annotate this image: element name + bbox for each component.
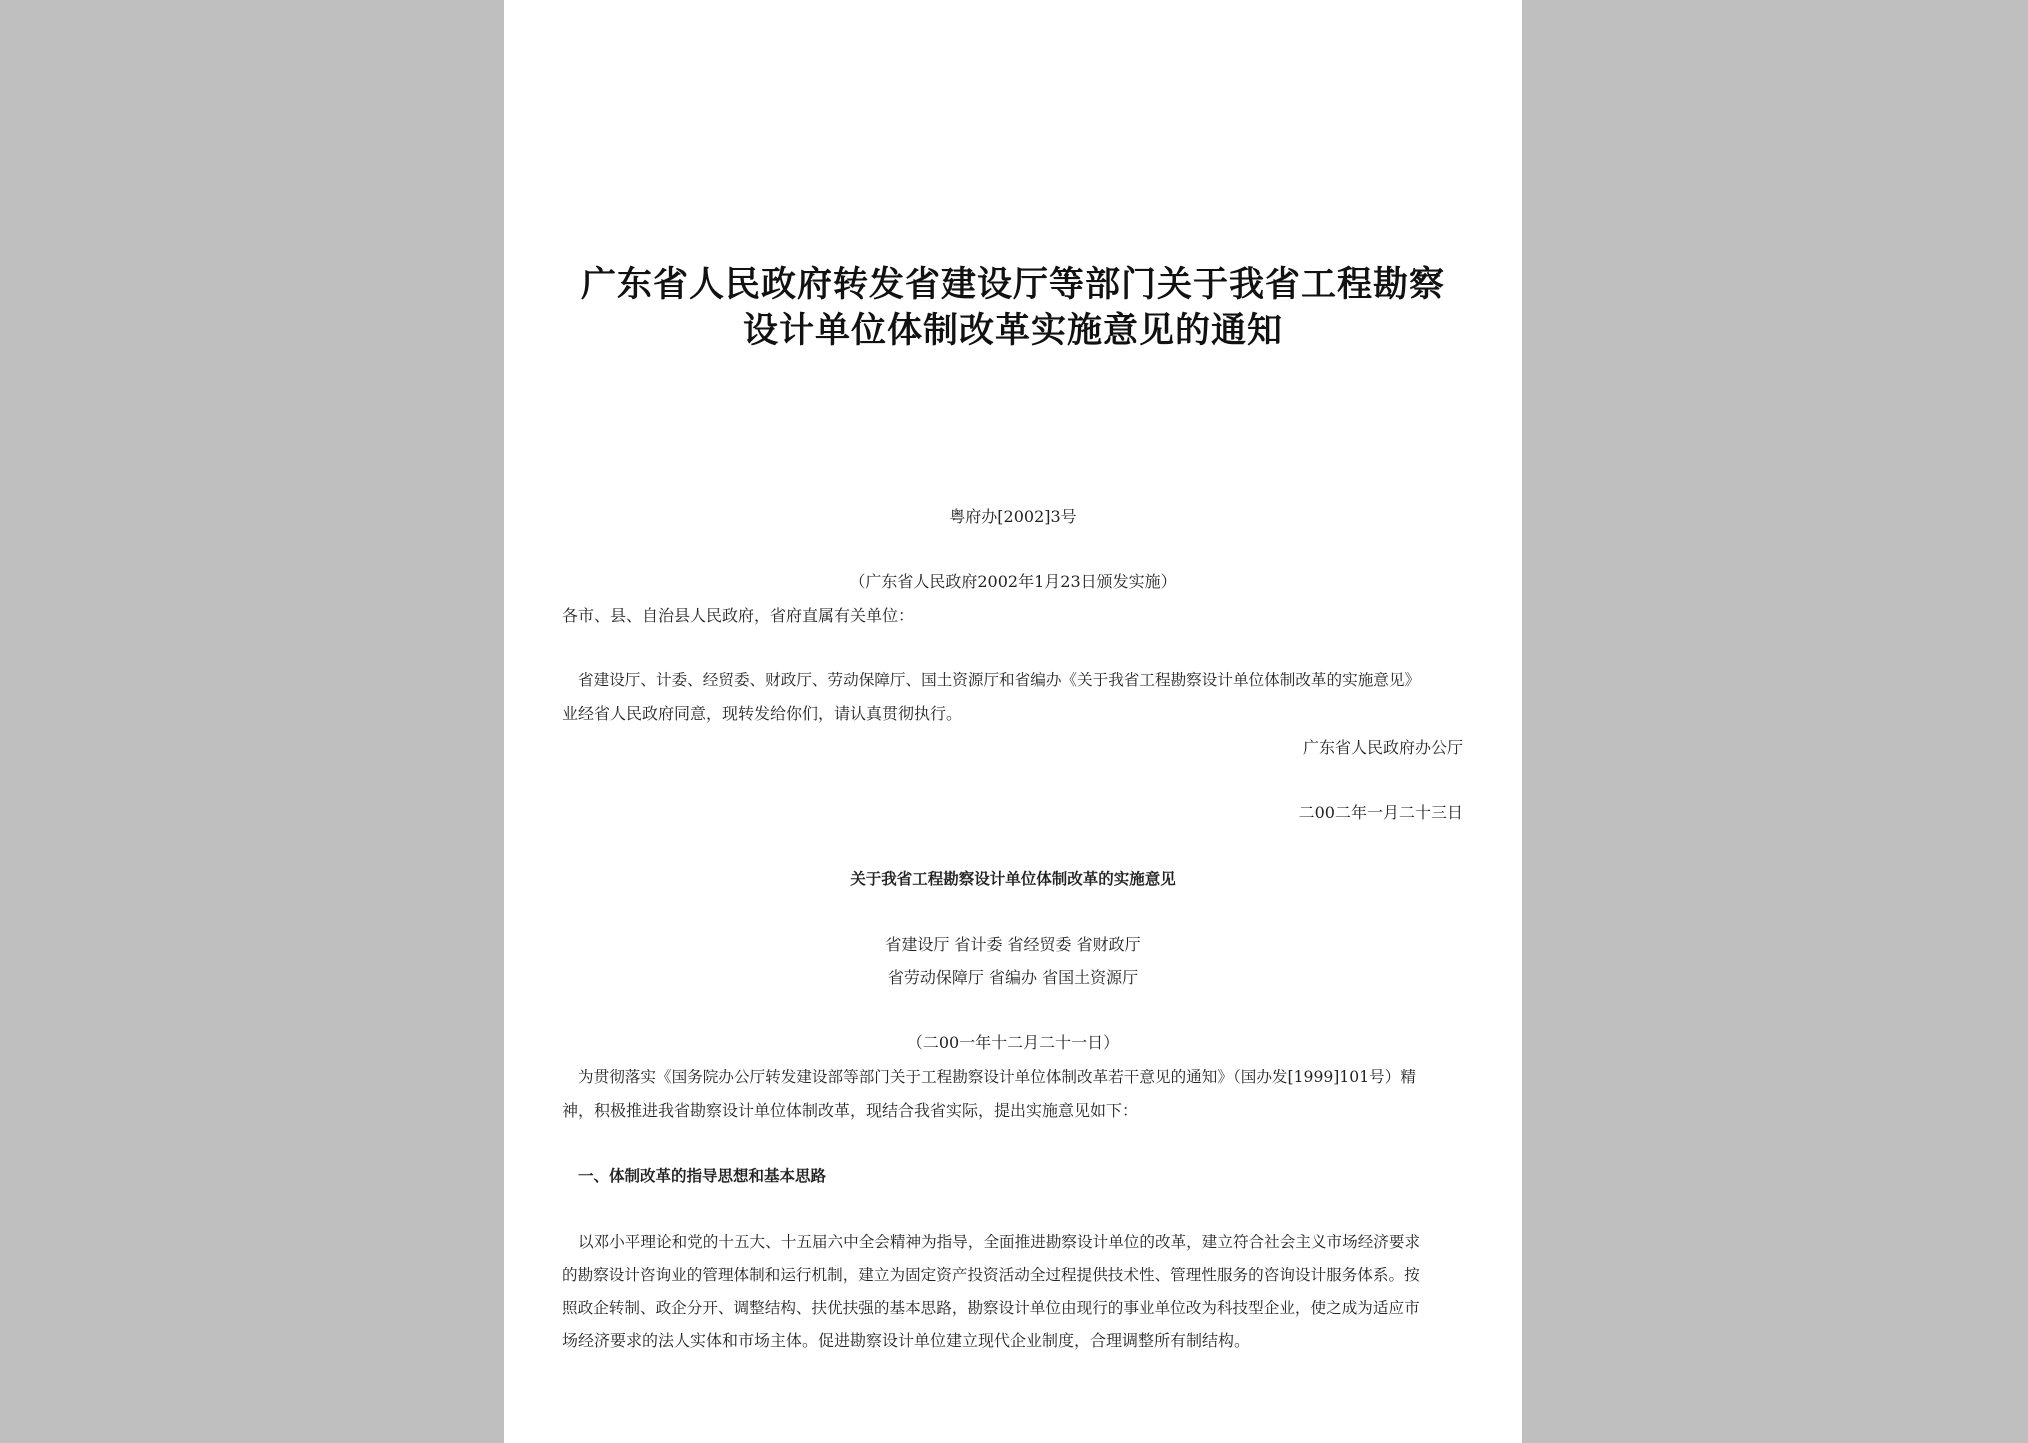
paragraph-1-line-2: 的勘察设计咨询业的管理体制和运行机制，建立为固定资产投资活动全过程提供技术性、管理性服务的咨询设计服务体系。按 — [562, 1266, 1420, 1284]
signature-date: 二00二年一月二十三日 — [1298, 803, 1463, 822]
body-line-1: 省建设厅、计委、经贸委、财政厅、劳动保障厅、国土资源厅和省编办《关于我省工程勘察设计单位体制改革的实施意见》 — [578, 671, 1421, 689]
section-heading-1: 一、体制改革的指导思想和基本思路 — [578, 1167, 827, 1185]
document-page — [504, 0, 1522, 1443]
attachment-date: （二00一年十二月二十一日） — [906, 1033, 1120, 1052]
paragraph-1-line-1: 以邓小平理论和党的十五大、十五届六中全会精神为指导，全面推进勘察设计单位的改革，建立符合社会主义市场经济要求 — [578, 1233, 1421, 1251]
paragraph-1-line-4: 场经济要求的法人实体和市场主体。促进勘察设计单位建立现代企业制度，合理调整所有制结构。 — [562, 1331, 1251, 1350]
issue-note: （广东省人民政府2002年1月23日颁发实施） — [849, 572, 1177, 591]
paragraph-1-line-3: 照政企转制、政企分开、调整结构、扶优扶强的基本思路，勘察设计单位由现行的事业单位改为科技型企业，使之成为适应市 — [562, 1299, 1420, 1317]
body-line-2: 业经省人民政府同意，现转发给你们，请认真贯彻执行。 — [562, 704, 963, 723]
document-title-line-1: 广东省人民政府转发省建设厅等部门关于我省工程勘察 — [580, 265, 1445, 305]
signature-organization: 广东省人民政府办公厅 — [1302, 738, 1463, 757]
intro-line-2: 神，积极推进我省勘察设计单位体制改革，现结合我省实际，提出实施意见如下： — [562, 1101, 1139, 1120]
departments-line-2: 省劳动保障厅 省编办 省国土资源厅 — [887, 968, 1139, 987]
document-title-line-2: 设计单位体制改革实施意见的通知 — [742, 311, 1283, 351]
addressee: 各市、县、自治县人民政府，省府直属有关单位： — [562, 606, 915, 625]
intro-line-1: 为贯彻落实《国务院办公厅转发建设部等部门关于工程勘察设计单位体制改革若干意见的通知》（国办发[1999]101号）精 — [578, 1068, 1416, 1086]
departments-line-1: 省建设厅 省计委 省经贸委 省财政厅 — [885, 935, 1141, 954]
attachment-title: 关于我省工程勘察设计单位体制改革的实施意见 — [850, 870, 1176, 888]
document-number: 粤府办[2002]3号 — [949, 507, 1077, 526]
